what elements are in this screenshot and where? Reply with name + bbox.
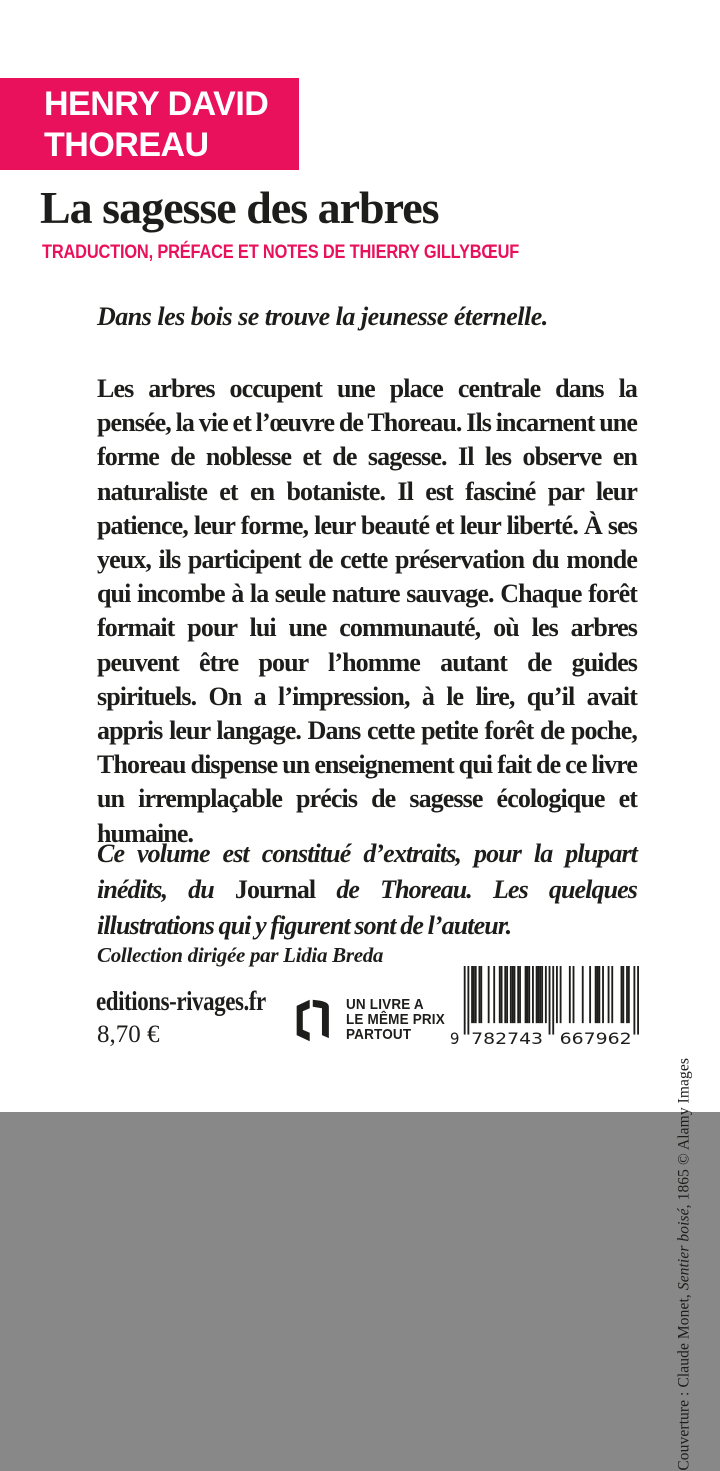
- back-cover-description: Les arbres occupent une place centrale dans la pensée, la vie et l’œuvre de Thoreau. Ils incarnent une forme de noblesse et de sagesse. Il les observe en naturaliste et en botaniste. Il est fasciné par leur patience, leur forme, leur beauté et leur liberté. À ses yeux, ils participent de cette préservation du monde qui incombe à la seule nature sauvage. Chaque forêt formait pour lui une communauté, où les arbres peuvent être pour l’homme autant de guides spirituels. On a l’impression, à le lire, qu’il avait appris leur langage. Dans cette petite forêt de poche, Thoreau dispense un enseignement qui fait de ce livre un irremplaçable précis de sagesse écologique et humaine.: [97, 374, 637, 848]
- price-badge-line1: UN LIVRE A: [346, 996, 424, 1014]
- barcode-group1: 782743: [471, 1029, 544, 1049]
- price-badge-line2: LE MÊME PRIX: [346, 1011, 445, 1029]
- cover-art-credit: [675, 1058, 694, 1471]
- book-title: La sagesse des arbres: [40, 182, 439, 233]
- journal-work-title: Journal: [234, 875, 316, 904]
- barcode-first-digit: 9: [449, 1029, 460, 1049]
- collection-note: Collection dirigée par Lidia Breda: [97, 943, 384, 967]
- credit-suffix: , 1865 © Alamy Images: [676, 1058, 693, 1209]
- fixed-price-badge: [289, 997, 456, 1044]
- editorial-note: [97, 836, 637, 944]
- editorial-note-part1: Ce volume est constitué d’extraits, pour la plupart inédits, du: [97, 839, 637, 904]
- author-name-line2: THOREAU: [44, 126, 209, 164]
- fixed-price-badge-text: [346, 998, 445, 1042]
- price-badge-line3: PARTOUT: [346, 1025, 412, 1043]
- barcode-group2: 667962: [559, 1029, 632, 1049]
- translator-credit: TRADUCTION, PRÉFACE ET NOTES DE THIERRY GILLYBŒUF: [42, 241, 520, 263]
- barcode: [446, 966, 642, 1049]
- author-banner: [0, 78, 299, 170]
- publisher-website: editions-rivages.fr: [96, 986, 266, 1016]
- barcode-bars: [449, 966, 639, 1049]
- editorial-note-part2: de Thoreau. Les quelques illustrations qui y figurent sont de l’auteur.: [97, 875, 637, 940]
- epigraph-quote: Dans les bois se trouve la jeunesse éternelle.: [97, 302, 548, 331]
- author-name-line1: HENRY DAVID: [44, 85, 269, 123]
- open-book-logo-icon: [289, 997, 335, 1044]
- credit-prefix: Couverture : Claude Monet,: [676, 1290, 693, 1471]
- price-label: 8,70 €: [97, 1021, 160, 1048]
- credit-artwork-title: Sentier boisé: [676, 1208, 693, 1291]
